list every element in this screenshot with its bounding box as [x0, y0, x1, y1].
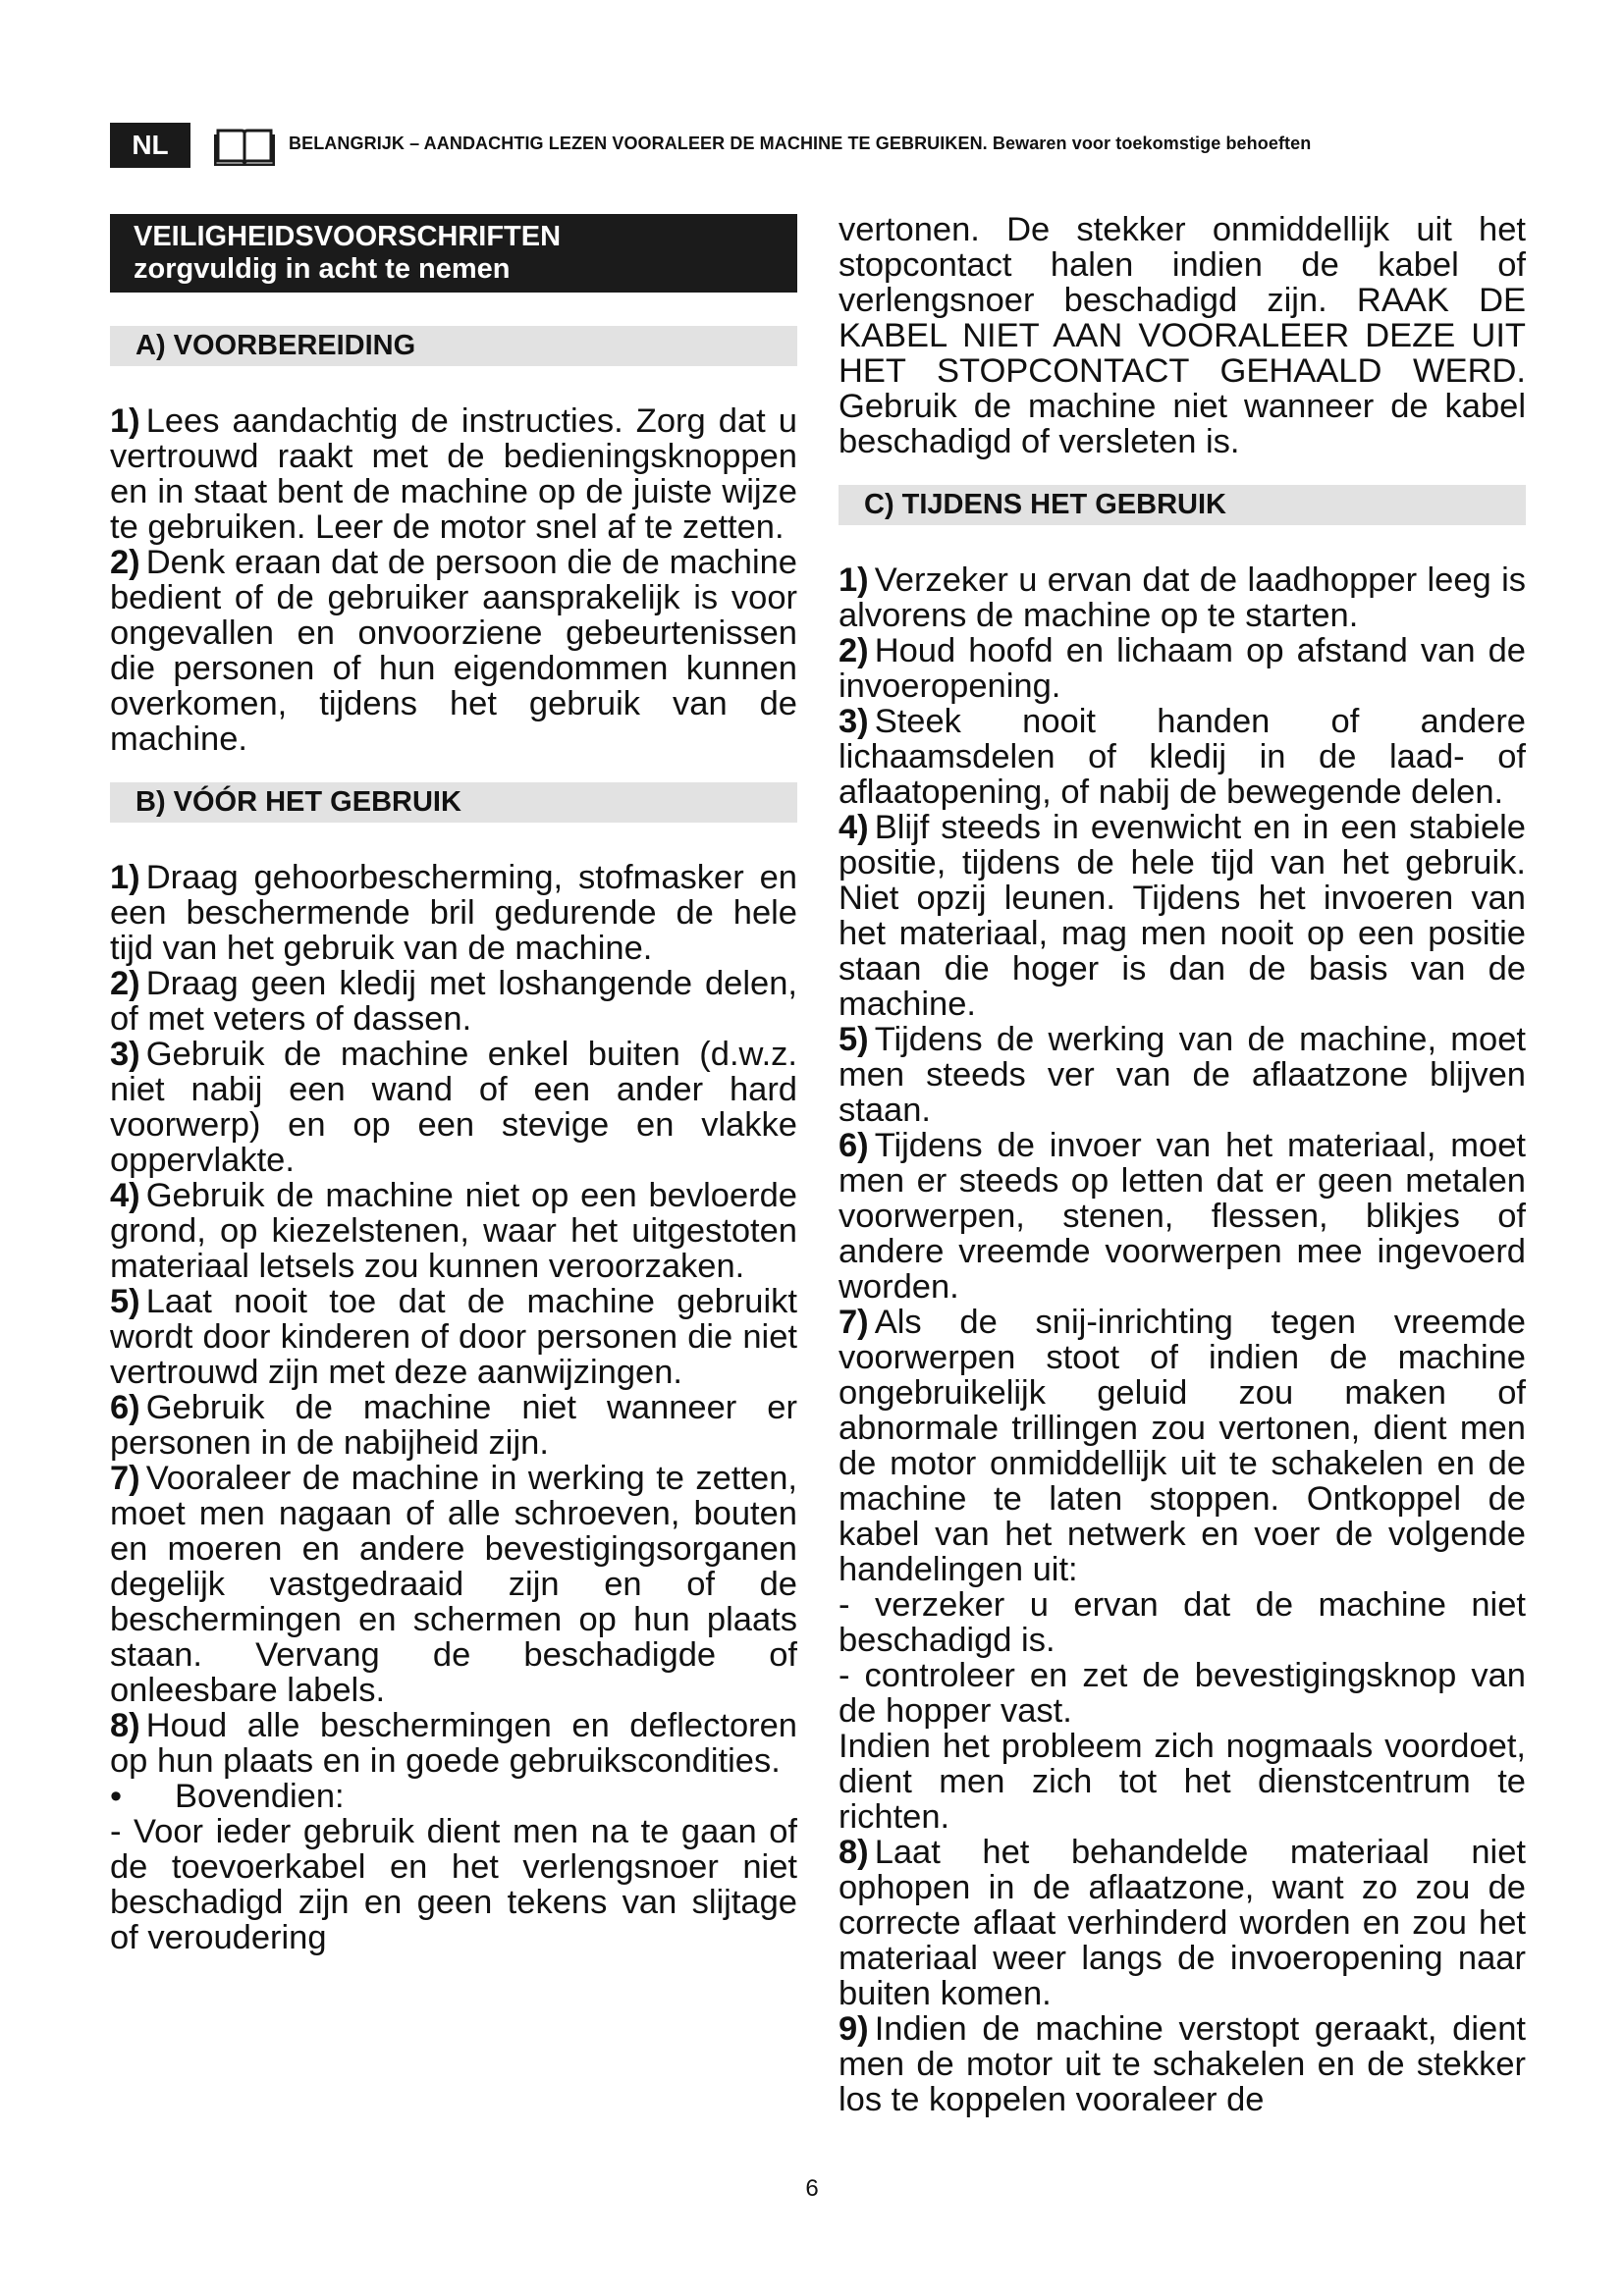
section-b-item: 3) Gebruik de machine enkel buiten (d.w.z. niet nabij een wand of een ander hard voorwerp) en op een stevige en vlakke oppervlakte.: [110, 1036, 797, 1179]
page-number: 6: [805, 2175, 819, 2202]
section-b-item: 7) Vooraleer de machine in werking te zetten, moet men nagaan of alle schroeven, bouten en moeren en andere bevestigingsorganen degelijk vastgedraaid zijn en of de beschermingen en schermen op hun plaats staan. Vervang de beschadigde of onleesbare labels.: [110, 1460, 797, 1709]
section-c-item: 7) Als de snij-inrichting tegen vreemde voorwerpen stoot of indien de machine ongebruikelijk geluid zou maken of abnormale trillingen zou vertonen, dient men de motor onmiddellijk uit te schakelen en de machine te laten stoppen. Ontkoppel de kabel van het netwerk en voer de volgende handelingen uit:: [839, 1304, 1526, 1588]
header-notice: [289, 133, 1311, 154]
section-c-subitem: - controleer en zet de bevestigingsknop van de hopper vast.: [839, 1657, 1526, 1730]
section-b-item: 6) Gebruik de machine niet wanneer er personen in de nabijheid zijn.: [110, 1389, 797, 1462]
safety-title-line2: zorgvuldig in acht te nemen: [134, 253, 511, 285]
section-a-item: 1) Lees aandachtig de instructies. Zorg dat u vertrouwd raakt met de bedieningsknoppen en in staat bent de machine op de juiste wijze te gebruiken. Leer de motor snel af te zetten.: [110, 402, 797, 546]
section-b-heading: B) VÓÓR HET GEBRUIK: [110, 782, 797, 823]
header-notice-bold: BELANGRIJK – AANDACHTIG LEZEN VOORALEER DE MACHINE TE GEBRUIKEN.: [289, 133, 988, 153]
section-c-subitem: - verzeker u ervan dat de machine niet beschadigd is.: [839, 1586, 1526, 1659]
section-b-item: 5) Laat nooit toe dat de machine gebruikt wordt door kinderen of door personen die niet vertrouwd zijn met deze aanwijzingen.: [110, 1283, 797, 1391]
safety-title-line1: VEILIGHEIDSVOORSCHRIFTEN: [134, 221, 562, 252]
language-badge: NL: [110, 123, 190, 168]
section-c-item: 8) Laat het behandelde materiaal niet ophopen in de aflaatzone, want zo zou de correcte aflaat verhinderd worden en zou het materiaal weer langs de invoeropening naar buiten komen.: [839, 1834, 1526, 2012]
bullet-text-continued: vertonen. De stekker onmiddellijk uit het stopcontact halen indien de kabel of verlengsnoer beschadigd zijn. RAAK DE KABEL NIET AAN VOORALEER DEZE UIT HET STOPCONTACT GEHAALD WERD. Gebruik de machine niet wanneer de kabel beschadigd of versleten is.: [839, 211, 1526, 460]
section-c-item: 2) Houd hoofd en lichaam op afstand van de invoeropening.: [839, 632, 1526, 705]
section-b-item: 2) Draag geen kledij met loshangende delen, of met veters of dassen.: [110, 965, 797, 1038]
section-b-item: 1) Draag gehoorbescherming, stofmasker en een beschermende bril gedurende de hele tijd van het gebruik van de machine.: [110, 859, 797, 967]
section-c-item: 4) Blijf steeds in evenwicht en in een stabiele positie, tijdens de hele tijd van het gebruik. Niet opzij leunen. Tijdens het invoeren van het materiaal, mag men nooit op een positie staan die hoger is dan de basis van de machine.: [839, 809, 1526, 1023]
section-c-item: 6) Tijdens de invoer van het materiaal, moet men er steeds op letten dat er geen metalen voorwerpen, stenen, flessen, blikjes of andere vreemde voorwerpen mee ingevoerd worden.: [839, 1127, 1526, 1306]
right-column: [839, 212, 1526, 2117]
section-c-item: 3) Steek nooit handen of andere lichaamsdelen of kledij in de laad- of aflaatopening, of nabij de bewegende delen.: [839, 703, 1526, 811]
section-b-item: 4) Gebruik de machine niet op een bevloerde grond, op kiezelstenen, waar het uitgestoten materiaal letsels zou kunnen veroorzaken.: [110, 1177, 797, 1285]
section-b-item: 8) Houd alle beschermingen en deflectoren op hun plaats en in goede gebruikscondities.: [110, 1707, 797, 1780]
book-icon: [214, 125, 275, 166]
section-c-item: 9) Indien de machine verstopt geraakt, dient men de motor uit te schakelen en de stekker los te koppelen vooraleer de: [839, 2010, 1526, 2118]
section-c-subitem: Indien het probleem zich nogmaals voordoet, dient men zich tot het dienstcentrum te richten.: [839, 1728, 1526, 1836]
bullet-dot: •: [110, 1778, 123, 1815]
page-header: [110, 123, 1514, 168]
section-a-item: 2) Denk eraan dat de persoon die de machine bedient of de gebruiker aansprakelijk is voor ongevallen en onvoorziene gebeurtenissen die personen of hun eigendommen kunnen overkomen, tijdens het gebruik van de machine.: [110, 544, 797, 758]
section-c-item: 1) Verzeker u ervan dat de laadhopper leeg is alvorens de machine op te starten.: [839, 561, 1526, 634]
safety-title: [110, 214, 797, 293]
section-c-heading: C) TIJDENS HET GEBRUIK: [839, 485, 1526, 525]
header-notice-normal: Bewaren voor toekomstige behoeften: [992, 133, 1312, 153]
bullet-text-start: - Voor ieder gebruik dient men na te gaan of de toevoerkabel en het verlengsnoer niet beschadigd zijn en geen tekens van slijtage of veroudering: [110, 1813, 797, 1956]
section-c-item: 5) Tijdens de werking van de machine, moet men steeds ver van de aflaatzone blijven staan.: [839, 1021, 1526, 1129]
bullet-item: • Bovendien:: [110, 1778, 345, 1815]
section-a-heading: A) VOORBEREIDING: [110, 326, 797, 366]
left-column: [110, 214, 797, 1955]
